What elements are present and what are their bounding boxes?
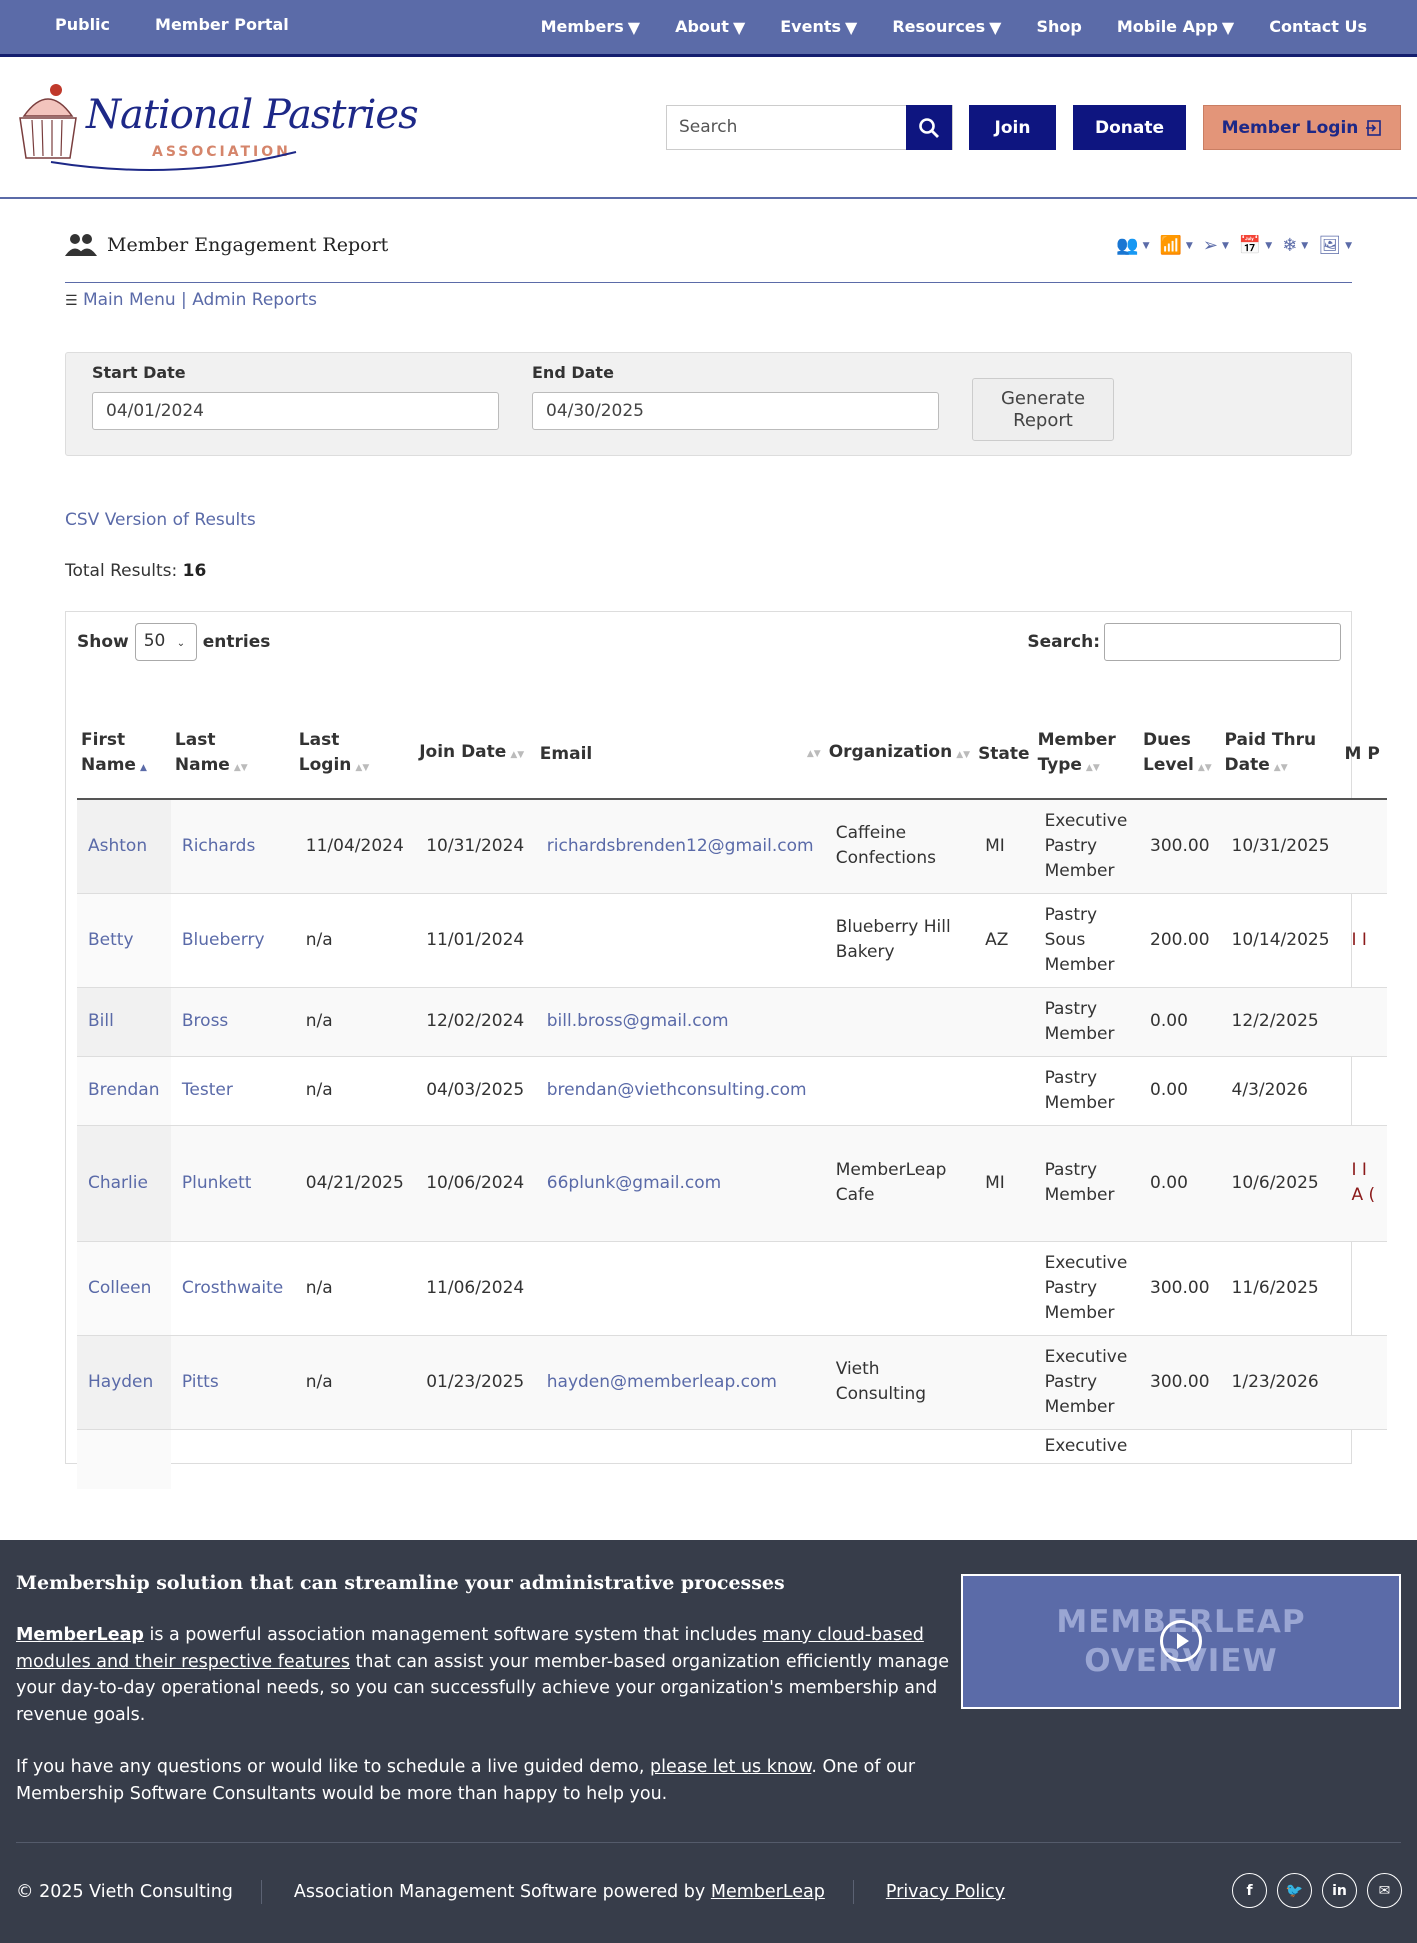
privacy-policy-link[interactable]: Privacy Policy	[885, 1882, 1006, 1902]
table-row	[77, 1056, 1387, 1125]
col-state[interactable]: State	[974, 710, 1034, 799]
cell-more	[1341, 987, 1387, 1056]
cell-join-date	[415, 1429, 536, 1489]
member-login-label: Member Login	[1221, 117, 1359, 138]
send-tool-icon[interactable]: ➢ ▼	[1202, 235, 1229, 256]
table-header-row	[77, 710, 1387, 799]
cell-join-date: 11/01/2024	[415, 893, 536, 987]
footer-text: If you have any questions or would like to schedule a live guided demo,	[16, 1757, 650, 1777]
cell-first-name[interactable]: Charlie	[77, 1125, 171, 1241]
report-toolbar	[1116, 235, 1352, 256]
nav-label: Events	[780, 17, 842, 36]
nav-members[interactable]	[541, 17, 640, 37]
cell-join-date: 10/31/2024	[415, 799, 536, 893]
end-date-label: End Date	[532, 363, 614, 382]
separator	[853, 1880, 854, 1904]
entries-value: 50	[143, 631, 166, 651]
cell-join-date: 10/06/2024	[415, 1125, 536, 1241]
email-icon[interactable]: ✉	[1367, 1873, 1402, 1908]
nav-events[interactable]	[780, 17, 857, 37]
table-row	[77, 1125, 1387, 1241]
video-title-line: MEMBERLEAP	[1056, 1603, 1306, 1640]
col-join-date[interactable]: Join Date ▲▼	[415, 710, 536, 799]
cell-member-type: Executive Pastry Member	[1034, 1335, 1139, 1429]
cell-dues-level: 200.00	[1139, 893, 1220, 987]
members-tool-icon[interactable]: 👥 ▼	[1116, 235, 1150, 256]
cell-join-date: 11/06/2024	[415, 1241, 536, 1335]
footer-title: Membership solution that can streamline your administrative processes	[16, 1572, 785, 1594]
cell-state: AZ	[974, 893, 1034, 987]
cell-organization	[825, 1056, 974, 1125]
cell-organization	[825, 1429, 974, 1489]
cell-last-name[interactable]: Richards	[171, 799, 295, 893]
nav-mobile-app[interactable]	[1117, 17, 1234, 37]
nav-label: Resources	[892, 17, 986, 36]
page-title	[65, 233, 388, 257]
breadcrumb-admin-reports[interactable]: Admin Reports	[192, 290, 317, 310]
join-button[interactable]: Join	[969, 105, 1056, 150]
cell-organization: Caffeine Confections	[825, 799, 974, 893]
csv-link[interactable]: CSV Version of Results	[65, 510, 256, 530]
footer-text: . One of our Membership Software Consultants would be more than happy to help you.	[16, 1757, 916, 1804]
cell-paid-thru: 1/23/2026	[1221, 1335, 1341, 1429]
caret-down-icon: ▼	[627, 18, 641, 37]
nav-contact-us[interactable]	[1269, 17, 1367, 37]
cell-last-name[interactable]: Pitts	[171, 1335, 295, 1429]
image-tool-icon[interactable]: 🖼 ▼	[1318, 235, 1352, 256]
cell-paid-thru: 4/3/2026	[1221, 1056, 1341, 1125]
social-links	[1232, 1873, 1402, 1908]
nav-resources[interactable]	[892, 17, 1001, 37]
nav-public[interactable]: Public	[55, 15, 111, 34]
cell-paid-thru: 11/6/2025	[1221, 1241, 1341, 1335]
users-icon	[65, 233, 97, 257]
cell-organization: Blueberry Hill Bakery	[825, 893, 974, 987]
footer-paragraph-1	[16, 1622, 956, 1728]
cell-last-login: n/a	[295, 987, 415, 1056]
site-header	[0, 57, 1417, 199]
col-member-type[interactable]: Member Type ▲▼	[1034, 710, 1139, 799]
footer-bottom	[16, 1880, 1005, 1904]
col-first-name[interactable]: First Name ▲	[77, 710, 171, 799]
footer-text: is a powerful association management software system that includes	[143, 1625, 763, 1645]
cell-paid-thru: 12/2/2025	[1221, 987, 1341, 1056]
nav-label: Contact Us	[1269, 17, 1367, 36]
cell-member-type: Executive Pastry Member	[1034, 799, 1139, 893]
cell-dues-level: 300.00	[1139, 799, 1220, 893]
site-search-input[interactable]: Search	[666, 105, 953, 150]
cell-more	[1341, 1335, 1387, 1429]
chevron-down-icon: ⌄	[176, 638, 186, 649]
show-label: Show	[77, 632, 129, 652]
caret-down-icon: ▼	[1221, 18, 1235, 37]
cell-last-name[interactable]: Bross	[171, 987, 295, 1056]
powered-by: Association Management Software powered by	[293, 1882, 711, 1902]
breadcrumb	[65, 290, 317, 310]
cell-join-date: 12/02/2024	[415, 987, 536, 1056]
cell-last-name[interactable]: Tester	[171, 1056, 295, 1125]
table-search-label: Search:	[1027, 632, 1100, 652]
modules-link[interactable]: many cloud-based modules and their respective features	[16, 1625, 924, 1672]
footer-text: that can assist your member-based organization efficiently manage your day-to-day operational needs, so you can successfully achieve your organization's membership and revenue goals.	[16, 1651, 949, 1725]
twitter-icon[interactable]: 🐦	[1277, 1873, 1312, 1908]
menu-icon: ☰	[65, 293, 78, 309]
cell-last-name[interactable]: Plunkett	[171, 1125, 295, 1241]
chart-tool-icon[interactable]: 📶 ▼	[1159, 235, 1193, 256]
col-last-login[interactable]: Last Login ▲▼	[295, 710, 415, 799]
entries-length	[77, 623, 270, 661]
cell-join-date: 01/23/2025	[415, 1335, 536, 1429]
table-search	[1027, 623, 1341, 661]
linkedin-icon[interactable]: in	[1322, 1873, 1357, 1908]
col-email[interactable]: Email ▲▼	[536, 710, 825, 799]
cell-more	[1341, 799, 1387, 893]
cell-dues-level: 0.00	[1139, 1125, 1220, 1241]
cell-state: MI	[974, 799, 1034, 893]
search-icon	[918, 117, 940, 139]
caret-down-icon: ▼	[989, 18, 1002, 37]
results-table	[77, 710, 1387, 1489]
cell-first-name[interactable]: Brendan	[77, 1056, 171, 1125]
nav-label: About	[675, 17, 729, 36]
generate-report-button[interactable]: Generate Report	[972, 378, 1114, 441]
memberleap-footer-link[interactable]: MemberLeap	[710, 1882, 825, 1902]
end-date-input[interactable]: 04/30/2025	[532, 392, 939, 430]
cell-first-name[interactable]	[77, 1429, 171, 1489]
cell-email[interactable]	[536, 1429, 825, 1489]
facebook-icon[interactable]: f	[1232, 1873, 1267, 1908]
col-organization[interactable]: Organization ▲▼	[825, 710, 974, 799]
start-date-input[interactable]: 04/01/2024	[92, 392, 499, 430]
table-row	[77, 799, 1387, 893]
date-filter-panel	[65, 352, 1352, 456]
total-results	[65, 561, 206, 581]
donate-button[interactable]: Donate	[1073, 105, 1186, 150]
cell-email[interactable]: richardsbrenden12@gmail.com	[536, 799, 825, 893]
cell-paid-thru: 10/14/2025	[1221, 893, 1341, 987]
cell-member-type: Pastry Member	[1034, 987, 1139, 1056]
calendar-tool-icon[interactable]: 📅 ▼	[1238, 235, 1273, 256]
cell-last-name[interactable]	[171, 1429, 295, 1489]
cell-member-type: Executive Pastry Member	[1034, 1241, 1139, 1335]
cell-state	[974, 987, 1034, 1056]
cell-paid-thru: 10/6/2025	[1221, 1125, 1341, 1241]
results-table-panel	[65, 611, 1380, 1464]
cell-dues-level: 300.00	[1139, 1241, 1220, 1335]
cell-organization: Vieth Consulting	[825, 1335, 974, 1429]
cell-email[interactable]: bill.bross@gmail.com	[536, 987, 825, 1056]
page-title-text: Member Engagement Report	[107, 234, 389, 256]
col-dues-level[interactable]: Dues Level ▲▼	[1139, 710, 1220, 799]
separator	[261, 1880, 262, 1904]
site-footer	[0, 1540, 1417, 1943]
table-row	[77, 1429, 1387, 1489]
cell-last-login: n/a	[295, 893, 415, 987]
table-row	[77, 893, 1387, 987]
cell-email[interactable]	[536, 1241, 825, 1335]
table-search-input[interactable]	[1104, 623, 1341, 661]
cell-dues-level: 300.00	[1139, 1335, 1220, 1429]
cell-last-login: 11/04/2024	[295, 799, 415, 893]
cell-last-login: n/a	[295, 1241, 415, 1335]
member-login-button[interactable]	[1203, 105, 1401, 150]
cell-first-name[interactable]: Bill	[77, 987, 171, 1056]
cell-email[interactable]: brendan@viethconsulting.com	[536, 1056, 825, 1125]
table-row	[77, 1335, 1387, 1429]
col-paid-thru-date[interactable]: Paid Thru Date ▲▼	[1221, 710, 1341, 799]
breadcrumb-separator: |	[181, 290, 187, 310]
cell-member-type: Pastry Member	[1034, 1125, 1139, 1241]
logo-subtitle: ASSOCIATION	[152, 144, 291, 160]
cell-member-type: Pastry Sous Member	[1034, 893, 1139, 987]
table-row	[77, 1241, 1387, 1335]
caret-down-icon: ▼	[845, 18, 858, 37]
nav-label: Mobile App	[1116, 17, 1218, 36]
cell-organization	[825, 987, 974, 1056]
cell-more	[1341, 1241, 1387, 1335]
cell-dues-level: 0.00	[1139, 987, 1220, 1056]
footer-divider	[16, 1842, 1401, 1843]
footer-paragraph-2	[16, 1754, 956, 1807]
copyright: © 2025 Vieth Consulting	[16, 1882, 233, 1902]
cell-more: I I A (	[1341, 1125, 1387, 1241]
breadcrumb-main-menu[interactable]: Main Menu	[82, 290, 176, 310]
cell-organization: MemberLeap Cafe	[825, 1125, 974, 1241]
entries-label: entries	[202, 632, 271, 652]
cell-member-type: Executive	[1034, 1429, 1139, 1489]
cell-first-name[interactable]: Hayden	[77, 1335, 171, 1429]
cell-last-name[interactable]: Blueberry	[171, 893, 295, 987]
site-logo[interactable]	[16, 82, 418, 182]
col-more[interactable]: M P	[1341, 710, 1387, 799]
cell-paid-thru: 10/31/2025	[1221, 799, 1341, 893]
cell-more	[1341, 1429, 1387, 1489]
cell-last-login: n/a	[295, 1335, 415, 1429]
cell-organization	[825, 1241, 974, 1335]
cell-first-name[interactable]: Betty	[77, 893, 171, 987]
overview-video[interactable]	[961, 1574, 1401, 1709]
cell-first-name[interactable]: Ashton	[77, 799, 171, 893]
nav-label: Shop	[1036, 17, 1082, 36]
cell-email[interactable]: hayden@memberleap.com	[536, 1335, 825, 1429]
cell-dues-level: 0.00	[1139, 1056, 1220, 1125]
cell-state	[974, 1429, 1034, 1489]
play-icon[interactable]	[1160, 1620, 1202, 1662]
cell-first-name[interactable]: Colleen	[77, 1241, 171, 1335]
col-last-name[interactable]: Last Name ▲▼	[171, 710, 295, 799]
logo-swoosh	[46, 142, 306, 172]
table-row	[77, 987, 1387, 1056]
nav-label: Members	[540, 17, 624, 36]
cell-more: I I	[1341, 893, 1387, 987]
cell-last-login: 04/21/2025	[295, 1125, 415, 1241]
cell-join-date: 04/03/2025	[415, 1056, 536, 1125]
entries-select[interactable]	[135, 623, 197, 661]
cell-email[interactable]	[536, 893, 825, 987]
start-date-label: Start Date	[92, 363, 186, 382]
cell-state	[974, 1241, 1034, 1335]
cell-state	[974, 1335, 1034, 1429]
top-nav	[0, 0, 1417, 57]
memberleap-link[interactable]: MemberLeap	[16, 1625, 144, 1645]
cell-last-login	[295, 1429, 415, 1489]
cell-state: MI	[974, 1125, 1034, 1241]
cell-paid-thru	[1221, 1429, 1341, 1489]
search-button[interactable]	[906, 105, 952, 150]
total-results-label: Total Results:	[65, 561, 178, 581]
nav-member-portal[interactable]: Member Portal	[155, 15, 289, 34]
total-results-value: 16	[182, 561, 207, 581]
settings-tool-icon[interactable]: ❄ ▼	[1282, 235, 1309, 256]
cell-last-login: n/a	[295, 1056, 415, 1125]
cell-email[interactable]: 66plunk@gmail.com	[536, 1125, 825, 1241]
cell-state	[974, 1056, 1034, 1125]
logo-title: National Pastries	[86, 92, 418, 138]
login-icon	[1366, 120, 1382, 136]
video-title-line: OVERVIEW	[1084, 1642, 1278, 1679]
cell-more	[1341, 1056, 1387, 1125]
cell-last-name[interactable]: Crosthwaite	[171, 1241, 295, 1335]
divider	[65, 282, 1352, 283]
cell-dues-level	[1139, 1429, 1220, 1489]
caret-down-icon: ▼	[732, 18, 746, 37]
cell-member-type: Pastry Member	[1034, 1056, 1139, 1125]
nav-about[interactable]	[675, 17, 745, 37]
nav-shop[interactable]	[1036, 17, 1081, 37]
contact-link[interactable]: please let us know	[649, 1757, 812, 1777]
